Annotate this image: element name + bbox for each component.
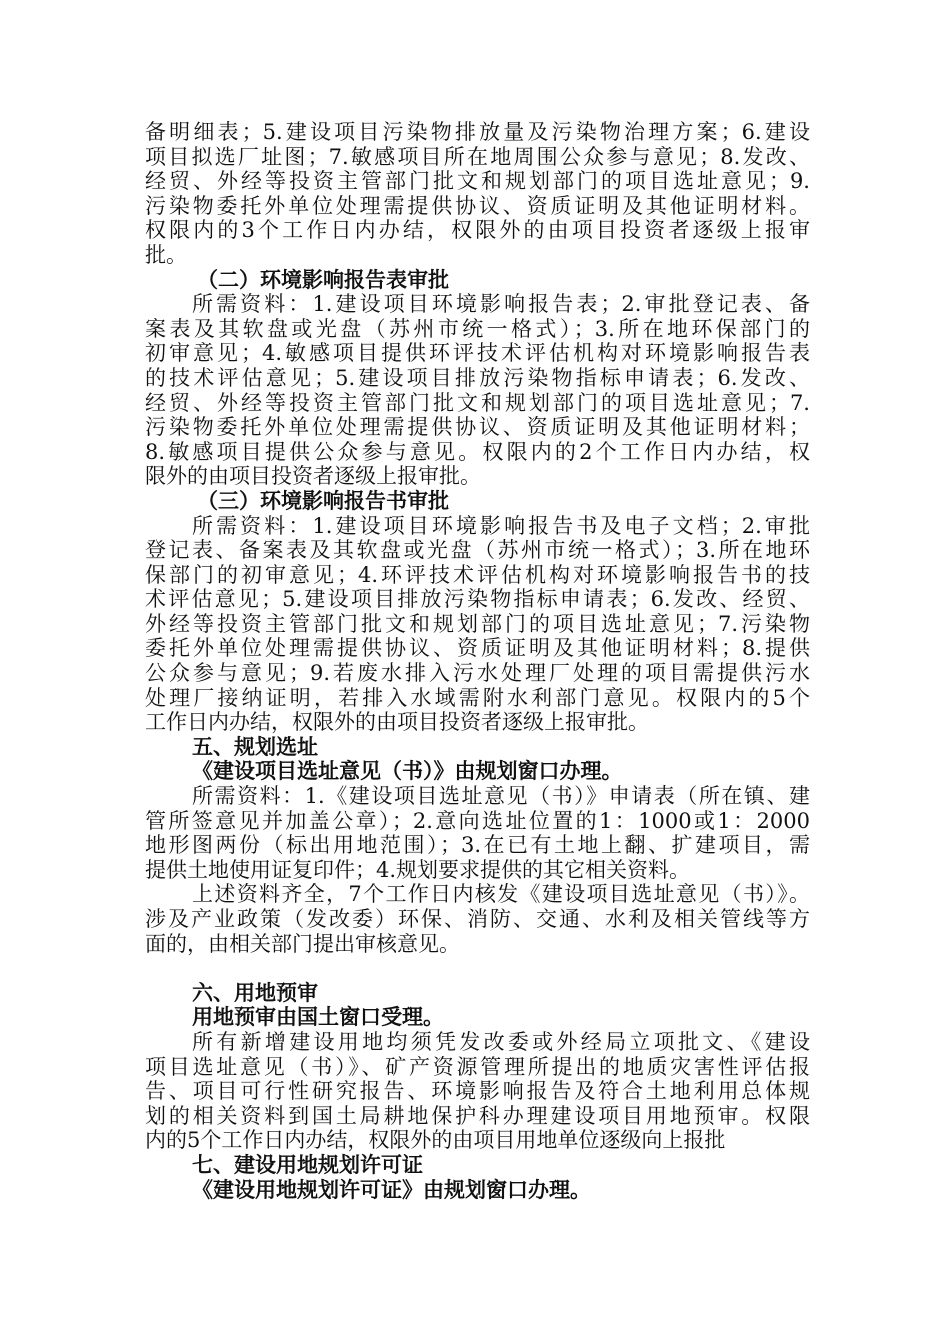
body-text-line: 登记表、备案表及其软盘或光盘（苏州市统一格式）；3.所在地环 <box>145 538 810 563</box>
body-text-line: 涉及产业政策（发改委）环保、消防、交通、水利及相关管线等方 <box>145 907 810 931</box>
body-text-line: 的技术评估意见；5.建设项目排放污染物指标申请表；6.发改、 <box>145 365 810 390</box>
body-text-line: 污染物委托外单位处理需提供协议、资质证明及其他证明材料； <box>145 415 810 440</box>
body-text-line: 面的，由相关部门提出审核意见。 <box>145 931 460 956</box>
body-text-line: 委托外单位处理需提供协议、资质证明及其他证明材料；8.提供 <box>145 636 810 661</box>
body-text-line: 上述资料齐全，7个工作日内核发《建设项目选址意见（书）》。 <box>192 882 810 907</box>
body-text-line: 划的相关资料到国土局耕地保护科办理建设项目用地预审。权限 <box>145 1103 810 1128</box>
body-text-line: 提供土地使用证复印件；4.规划要求提供的其它相关资料。 <box>145 857 691 882</box>
section-heading-3: （三）环境影响报告书审批 <box>197 488 449 513</box>
section-heading-5: 五、规划选址 <box>192 734 318 759</box>
body-text-line: 污染物委托外单位处理需提供协议、资质证明及其他证明材料。 <box>145 193 810 218</box>
body-text-line: 案表及其软盘或光盘（苏州市统一格式）；3.所在地环保部门的 <box>145 316 810 341</box>
body-text-line: 备明细表；5.建设项目污染物排放量及污染物治理方案；6.建设 <box>145 120 810 144</box>
subheading-planning-window: 《建设项目选址意见（书）》由规划窗口办理。 <box>192 759 623 784</box>
section-heading-6: 六、用地预审 <box>192 980 318 1005</box>
body-text-line: 所需资料：1.《建设项目选址意见（书）》申请表（所在镇、建 <box>192 784 810 809</box>
document-page <box>145 120 810 1202</box>
body-text-line: 批。 <box>145 242 187 267</box>
body-text-line: 处理厂接纳证明，若排入水域需附水利部门意见。权限内的5个 <box>145 685 810 710</box>
body-text-line: 所需资料：1.建设项目环境影响报告表；2.审批登记表、备 <box>192 292 810 317</box>
body-text-line: 8.敏感项目提供公众参与意见。权限内的2个工作日内办结，权 <box>145 439 810 464</box>
body-text-line: 公众参与意见；9.若废水排入污水处理厂处理的项目需提供污水 <box>145 661 810 686</box>
body-text-line: 内的5个工作日内办结，权限外的由项目用地单位逐级向上报批 <box>145 1128 726 1153</box>
body-text-line: 所需资料：1.建设项目环境影响报告书及电子文档；2.审批 <box>192 513 810 538</box>
body-text-line: 管所签意见并加盖公章）；2.意向选址位置的1：1000或1：2000 <box>145 808 810 833</box>
body-text-line: 工作日内办结，权限外的由项目投资者逐级上报审批。 <box>145 710 649 735</box>
body-text-line: 初审意见；4.敏感项目提供环评技术评估机构对环境影响报告表 <box>145 341 810 366</box>
body-text-line: 经贸、外经等投资主管部门批文和规划部门的项目选址意见；9. <box>145 169 810 194</box>
section-heading-7: 七、建设用地规划许可证 <box>192 1152 423 1177</box>
body-text-line: 术评估意见；5.建设项目排放污染物指标申请表；6.发改、经贸、 <box>145 587 810 612</box>
body-text-line: 项目拟选厂址图；7.敏感项目所在地周围公众参与意见；8.发改、 <box>145 144 810 169</box>
subheading-land-window: 用地预审由国土窗口受理。 <box>192 1005 444 1030</box>
body-text-line: 权限内的3个工作日内办结，权限外的由项目投资者逐级上报审 <box>145 218 810 243</box>
body-text-line: 限外的由项目投资者逐级上报审批。 <box>145 464 481 489</box>
body-text-line: 所有新增建设用地均须凭发改委或外经局立项批文、《建设 <box>192 1029 810 1054</box>
subheading-land-planning-permit: 《建设用地规划许可证》由规划窗口办理。 <box>192 1177 591 1202</box>
section-heading-2: （二）环境影响报告表审批 <box>197 267 449 292</box>
body-text-line: 告、项目可行性研究报告、环境影响报告及符合土地利用总体规 <box>145 1079 810 1104</box>
body-text-line: 项目选址意见（书）》、矿产资源管理所提出的地质灾害性评估报 <box>145 1054 810 1079</box>
body-text-line: 外经等投资主管部门批文和规划部门的项目选址意见；7.污染物 <box>145 611 810 636</box>
body-text-line: 经贸、外经等投资主管部门批文和规划部门的项目选址意见；7. <box>145 390 810 415</box>
paragraph-gap <box>145 956 810 981</box>
body-text-line: 保部门的初审意见；4.环评技术评估机构对环境影响报告书的技 <box>145 562 810 587</box>
body-text-line: 地形图两份（标出用地范围）；3.在已有土地上翻、扩建项目，需 <box>145 833 810 858</box>
